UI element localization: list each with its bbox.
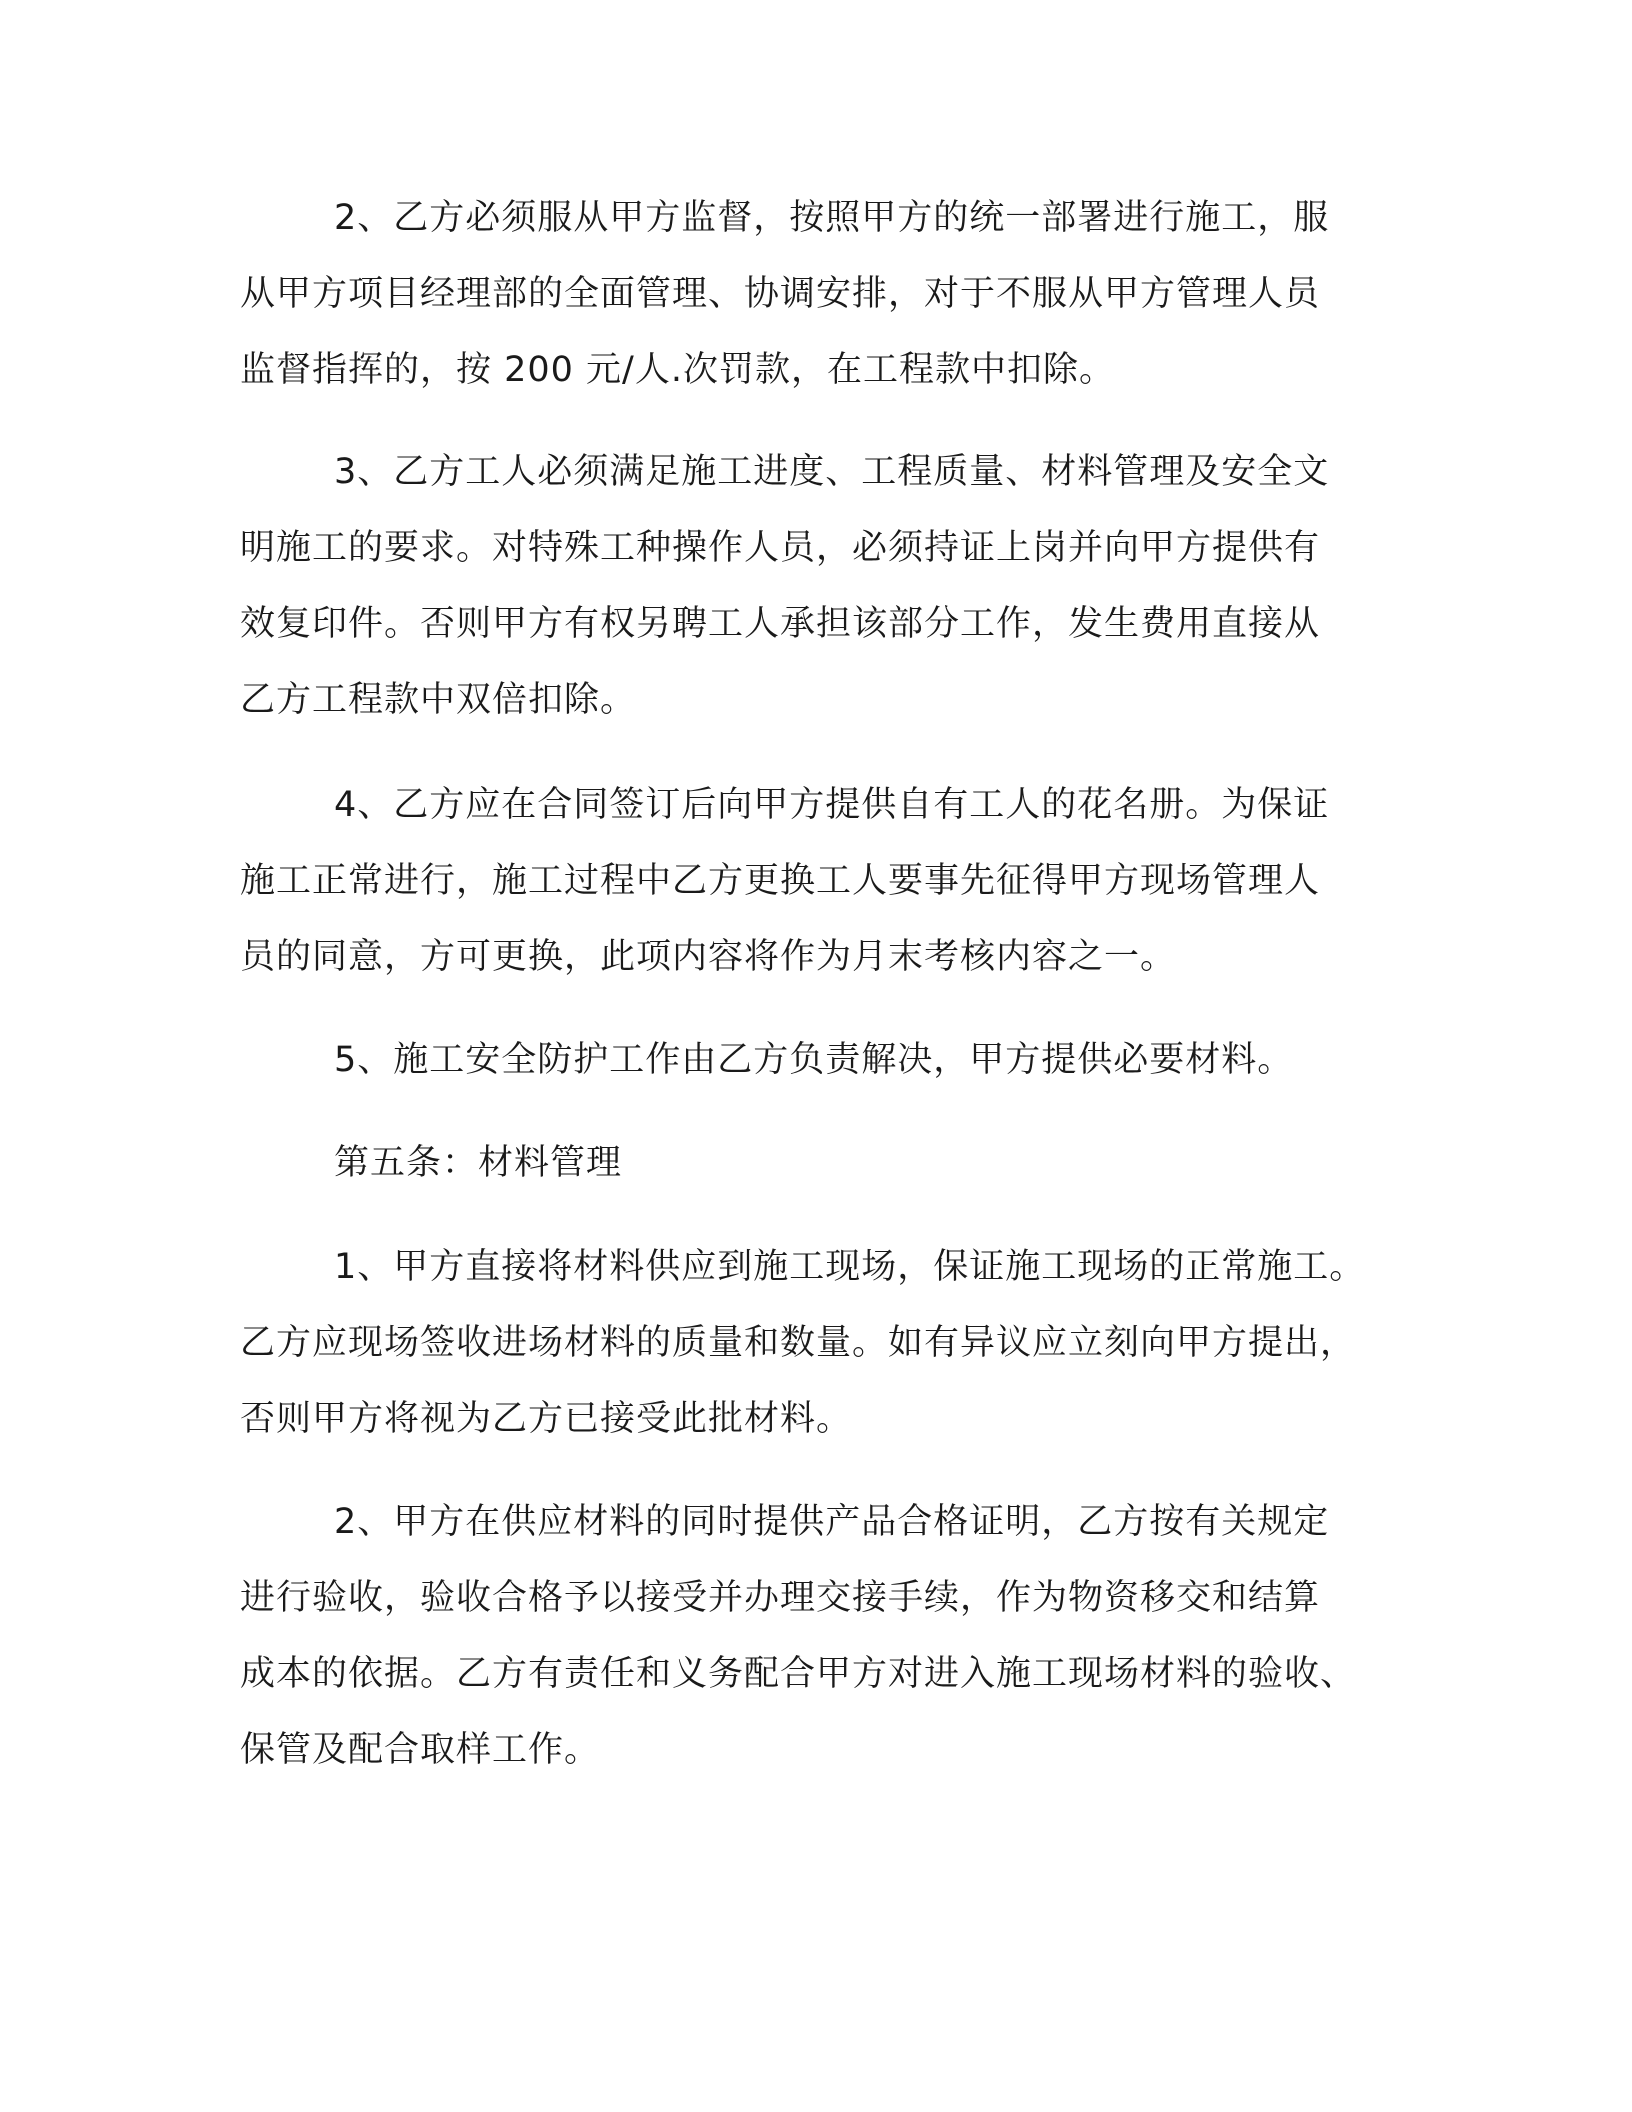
paragraph-line: 从甲方项目经理部的全面管理、协调安排，对于不服从甲方管理人员 xyxy=(240,274,1321,314)
paragraph-line: 进行验收，验收合格予以接受并办理交接手续，作为物资移交和结算 xyxy=(240,1578,1321,1618)
section-heading: 第五条：材料管理 xyxy=(334,1143,623,1183)
paragraph-line: 乙方工程款中双倍扣除。 xyxy=(240,680,637,720)
paragraph-line: 保管及配合取样工作。 xyxy=(240,1730,601,1770)
paragraph-line: 5、施工安全防护工作由乙方负责解决，甲方提供必要材料。 xyxy=(334,1040,1294,1080)
paragraph-line: 4、乙方应在合同签订后向甲方提供自有工人的花名册。为保证 xyxy=(334,785,1330,825)
paragraph-line: 施工正常进行，施工过程中乙方更换工人要事先征得甲方现场管理人 xyxy=(240,861,1321,901)
paragraph-line: 2、甲方在供应材料的同时提供产品合格证明，乙方按有关规定 xyxy=(334,1502,1330,1542)
paragraph-line: 否则甲方将视为乙方已接受此批材料。 xyxy=(240,1399,853,1439)
paragraph-line: 2、乙方必须服从甲方监督，按照甲方的统一部署进行施工，服 xyxy=(334,198,1330,238)
paragraph-line: 监督指挥的，按 200 元/人.次罚款，在工程款中扣除。 xyxy=(240,350,1115,390)
paragraph-line: 明施工的要求。对特殊工种操作人员，必须持证上岗并向甲方提供有 xyxy=(240,528,1321,568)
paragraph-line: 成本的依据。乙方有责任和义务配合甲方对进入施工现场材料的验收、 xyxy=(240,1654,1357,1694)
paragraph-line: 员的同意，方可更换，此项内容将作为月末考核内容之一。 xyxy=(240,937,1177,977)
paragraph-line: 乙方应现场签收进场材料的质量和数量。如有异议应立刻向甲方提出， xyxy=(240,1323,1357,1363)
paragraph-line: 1、甲方直接将材料供应到施工现场，保证施工现场的正常施工。 xyxy=(334,1247,1366,1287)
paragraph-line: 效复印件。否则甲方有权另聘工人承担该部分工作，发生费用直接从 xyxy=(240,604,1321,644)
paragraph-line: 3、乙方工人必须满足施工进度、工程质量、材料管理及安全文 xyxy=(334,452,1330,492)
